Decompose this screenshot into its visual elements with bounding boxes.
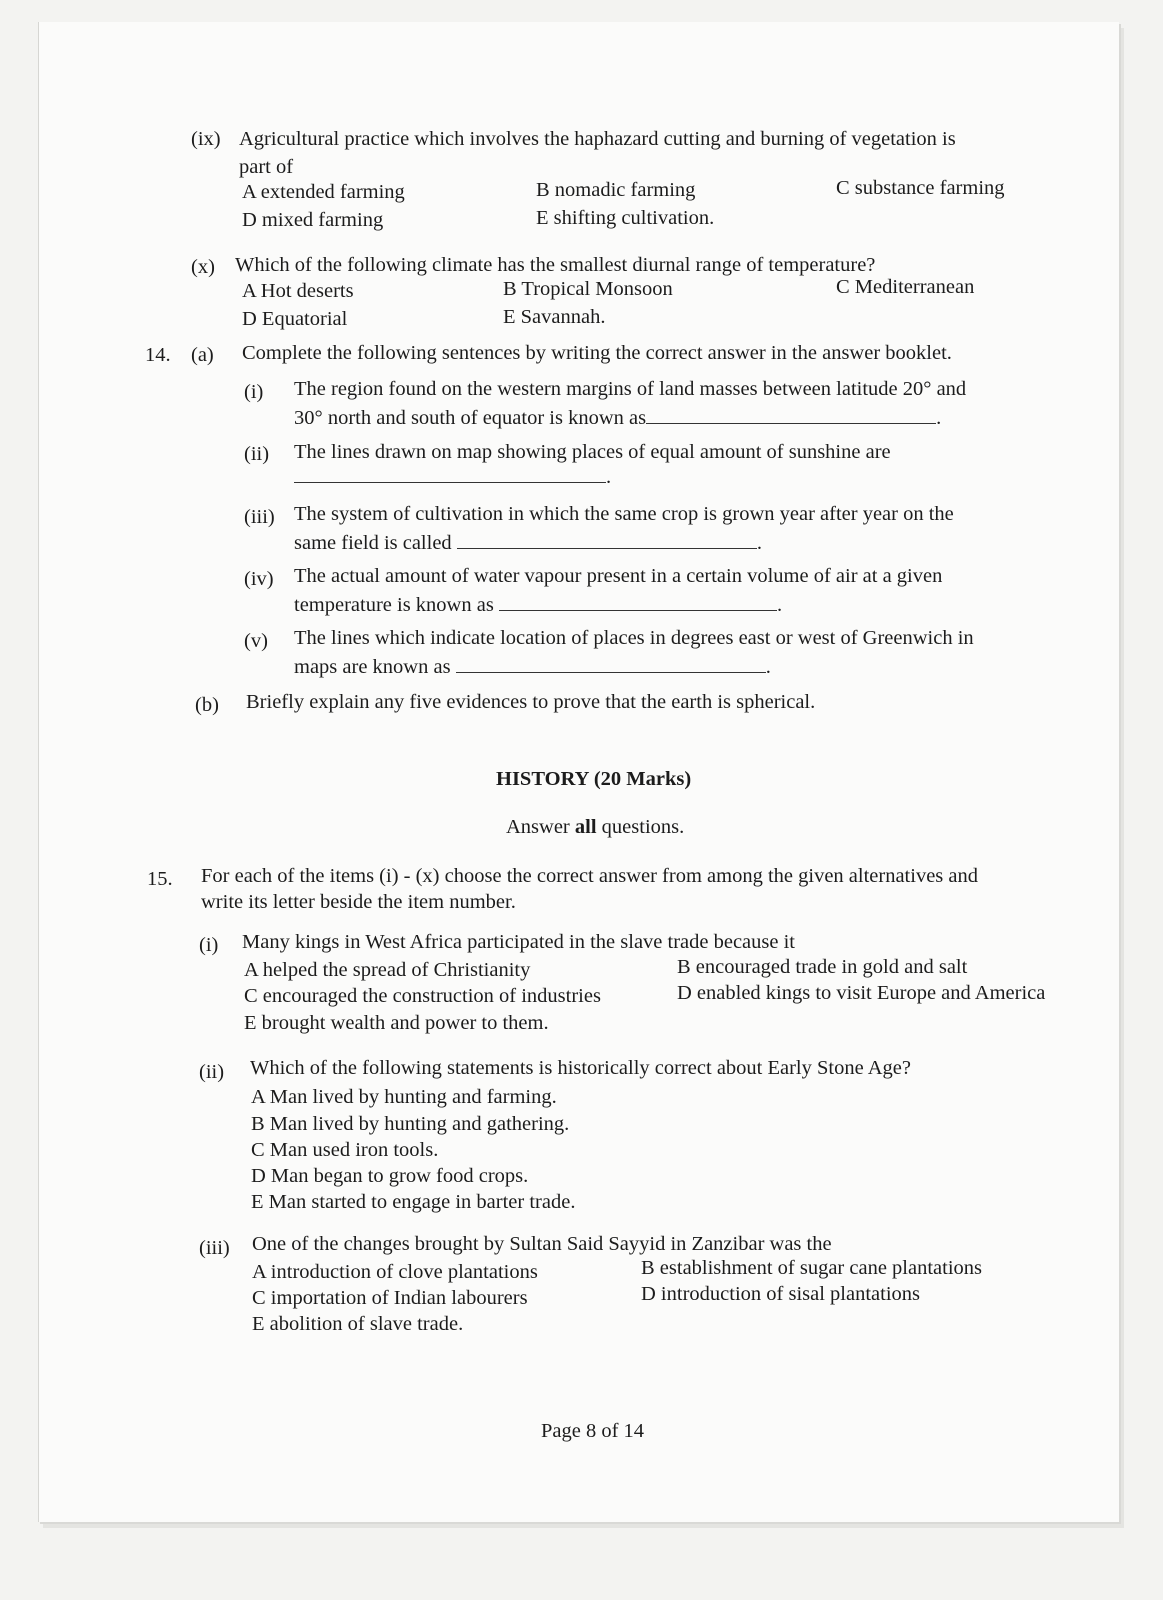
fill-item-number: (i): [244, 381, 264, 403]
option-15-iii-a: A introduction of clove plantations: [252, 1261, 538, 1283]
option-15-iii-d: D introduction of sisal plantations: [641, 1283, 920, 1305]
item-ix-stem: Agricultural practice which involves the haphazard cutting and burning of vegetation is: [239, 128, 956, 150]
fill-item-text-cont-label: same field is called: [294, 532, 452, 554]
exam-page: [38, 22, 1119, 1522]
instruction-bold: all: [574, 816, 597, 838]
option-ix-a: A extended farming: [242, 181, 405, 203]
option-x-d: D Equatorial: [242, 308, 348, 330]
item-ix-number: (ix): [191, 128, 221, 150]
option-ix-d: D mixed farming: [242, 209, 384, 231]
option-ix-b: B nomadic farming: [536, 179, 696, 201]
part-b-text: Briefly explain any five evidences to prove that the earth is spherical.: [246, 691, 816, 713]
question-15-intro: For each of the items (i) - (x) choose the correct answer from among the given alternatives and: [201, 865, 978, 887]
fill-item-text: The lines drawn on map showing places of equal amount of sunshine are: [294, 441, 891, 463]
option-15-iii-b: B establishment of sugar cane plantations: [641, 1257, 983, 1279]
item-15-iii-stem: One of the changes brought by Sultan Said Sayyid in Zanzibar was the: [252, 1233, 832, 1255]
fill-item-text-cont: 30° north and south of equator is known as .: [294, 407, 942, 429]
item-15-ii-stem: Which of the following statements is historically correct about Early Stone Age?: [250, 1057, 911, 1079]
option-15-i-c: C encouraged the construction of industries: [244, 985, 601, 1007]
fill-item-number: (iv): [244, 568, 274, 590]
fill-item-text-cont-label: maps are known as: [294, 656, 451, 678]
fill-item-text: The system of cultivation in which the same crop is grown year after year on the: [294, 503, 954, 525]
option-x-a: A Hot deserts: [242, 280, 354, 302]
item-ix-stem-cont: part of: [239, 156, 294, 178]
item-15-i-stem: Many kings in West Africa participated in the slave trade because it: [242, 931, 795, 953]
section-instruction: [506, 815, 684, 839]
fill-item-text-cont: temperature is known as .: [294, 594, 783, 616]
fill-item-text-cont-label: temperature is known as: [294, 594, 494, 616]
part-a-label: (a): [191, 344, 214, 366]
instruction-pre: Answer: [506, 816, 575, 838]
option-15-ii-c: C Man used iron tools.: [251, 1139, 439, 1161]
fill-item-number: (v): [244, 630, 268, 652]
answer-blank: [646, 405, 936, 424]
option-15-ii-d: D Man began to grow food crops.: [251, 1165, 529, 1187]
fill-item-text: The region found on the western margins of land masses between latitude 20° and: [294, 378, 967, 400]
option-x-b: B Tropical Monsoon: [503, 278, 673, 300]
answer-blank: [499, 592, 777, 611]
option-ix-c: C substance farming: [836, 177, 1005, 199]
item-15-i-number: (i): [199, 934, 219, 956]
option-x-c: C Mediterranean: [836, 276, 975, 298]
answer-blank: [294, 464, 606, 483]
question-14-number: 14.: [145, 344, 171, 366]
option-x-e: E Savannah.: [503, 306, 606, 328]
option-15-i-b: B encouraged trade in gold and salt: [677, 956, 968, 978]
fill-item-text-cont-label: 30° north and south of equator is known as: [294, 407, 647, 429]
option-15-ii-b: B Man lived by hunting and gathering.: [251, 1113, 570, 1135]
option-ix-e: E shifting cultivation.: [536, 207, 715, 229]
option-15-i-e: E brought wealth and power to them.: [244, 1012, 549, 1034]
item-15-iii-number: (iii): [199, 1237, 230, 1259]
option-15-ii-e: E Man started to engage in barter trade.: [251, 1191, 576, 1213]
question-15-number: 15.: [147, 868, 173, 890]
page-number: Page 8 of 14: [541, 1420, 645, 1442]
fill-item-number: (ii): [244, 443, 270, 465]
option-15-i-d: D enabled kings to visit Europe and America: [677, 982, 1046, 1004]
fill-item-number: (iii): [244, 506, 275, 528]
fill-item-text-cont: maps are known as .: [294, 656, 771, 678]
answer-blank: [456, 654, 766, 673]
fill-item-text: The lines which indicate location of places in degrees east or west of Greenwich in: [294, 627, 974, 649]
option-15-iii-c: C importation of Indian labourers: [252, 1287, 528, 1309]
fill-item-text-cont: same field is called .: [294, 532, 762, 554]
item-x-number: (x): [191, 256, 215, 278]
instruction-post: questions.: [596, 816, 685, 838]
item-15-ii-number: (ii): [199, 1061, 225, 1083]
part-b-label: (b): [195, 694, 219, 716]
fill-item-blank-line: .: [294, 464, 611, 489]
option-15-i-a: A helped the spread of Christianity: [244, 959, 531, 981]
answer-blank: [457, 530, 757, 549]
item-x-stem: Which of the following climate has the smallest diurnal range of temperature?: [235, 254, 876, 276]
option-15-ii-a: A Man lived by hunting and farming.: [251, 1086, 557, 1108]
fill-item-text: The actual amount of water vapour present in a certain volume of air at a given: [294, 565, 943, 587]
option-15-iii-e: E abolition of slave trade.: [252, 1313, 464, 1335]
question-15-intro-cont: write its letter beside the item number.: [201, 891, 516, 913]
section-heading: HISTORY (20 Marks): [496, 768, 692, 790]
part-a-instruction: Complete the following sentences by writing the correct answer in the answer booklet.: [242, 342, 952, 364]
